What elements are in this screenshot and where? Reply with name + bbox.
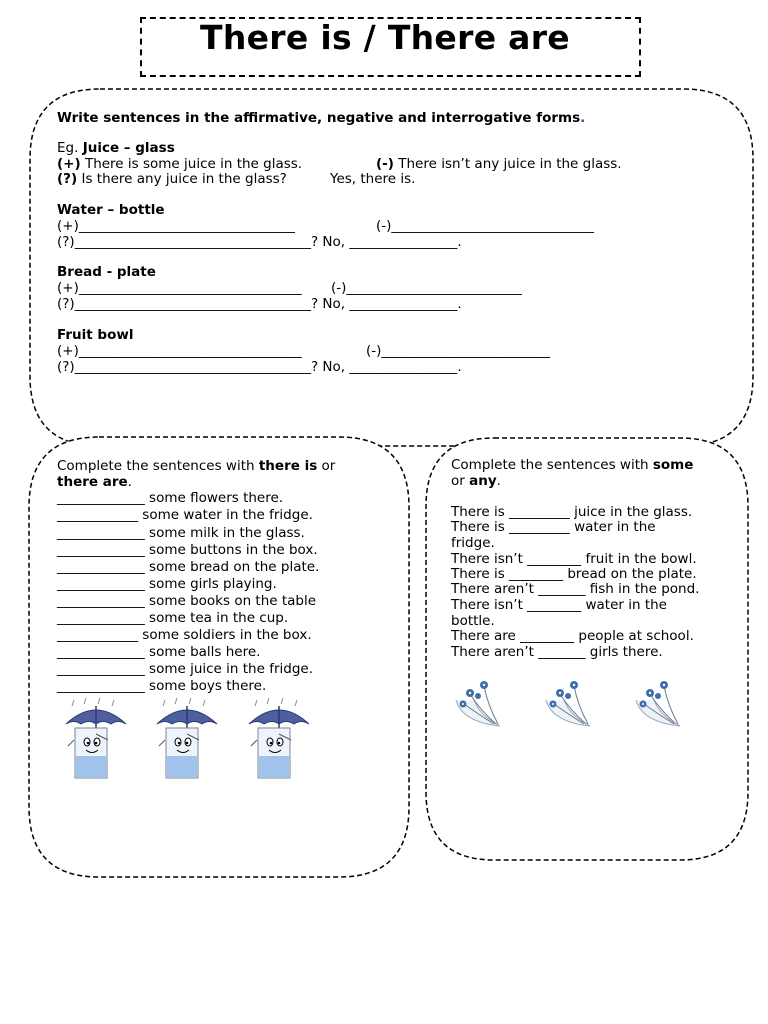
section3-instruction-cont: or any. [451, 473, 501, 489]
sentence-line[interactable]: _____________ some tea in the cup. [57, 610, 289, 626]
sentence-line[interactable]: _____________ some books on the table [57, 593, 317, 609]
sentence-line[interactable]: _____________ some girls playing. [57, 576, 277, 592]
sentence-line[interactable]: There aren’t _______ girls there. [451, 644, 663, 660]
affirmative-blank[interactable]: (+)_________________________________ [57, 343, 302, 359]
item-heading: Water – bottle [57, 202, 165, 218]
question-blank[interactable]: (?)___________________________________? No, ________________. [57, 296, 462, 312]
sentence-line[interactable]: There is _________ juice in the glass. [451, 504, 693, 520]
example-question: (?) Is there any juice in the glass? [57, 171, 287, 187]
negative-blank[interactable]: (-)_________________________ [366, 343, 551, 359]
sentence-line[interactable]: _____________ some boys there. [57, 678, 267, 694]
sentence-line[interactable]: There aren’t _______ fish in the pond. [451, 581, 700, 597]
sentence-line[interactable]: _____________ some buttons in the box. [57, 542, 318, 558]
section2-instruction-cont: there are. [57, 474, 132, 490]
umbrella-glass-illustration [243, 698, 315, 784]
sentence-line[interactable]: ____________ some water in the fridge. [57, 507, 313, 523]
sentence-line[interactable]: There is _________ water in the [451, 519, 656, 535]
example-heading: Eg. Juice – glass [57, 140, 175, 156]
sentence-line[interactable]: There isn’t ________ water in the [451, 597, 667, 613]
negative-blank[interactable]: (-)__________________________ [331, 280, 522, 296]
negative-blank[interactable]: (-)______________________________ [376, 218, 594, 234]
flower-bouquet-illustration [450, 676, 508, 730]
sentence-line[interactable]: There are ________ people at school. [451, 628, 694, 644]
section1-instruction: Write sentences in the affirmative, negative and interrogative forms. [57, 110, 586, 126]
section2-instruction: Complete the sentences with there is or [57, 458, 336, 474]
affirmative-blank[interactable]: (+)________________________________ [57, 218, 295, 234]
example-negative: (-) There isn’t any juice in the glass. [376, 156, 622, 172]
sentence-line[interactable]: There is ________ bread on the plate. [451, 566, 697, 582]
umbrella-glass-illustration [151, 698, 223, 784]
sentence-line[interactable]: ____________ some soldiers in the box. [57, 627, 312, 643]
sentence-line[interactable]: There isn’t ________ fruit in the bowl. [451, 551, 697, 567]
question-blank[interactable]: (?)___________________________________? No, ________________. [57, 359, 462, 375]
question-blank[interactable]: (?)___________________________________? No, ________________. [57, 234, 462, 250]
sentence-line[interactable]: _____________ some balls here. [57, 644, 261, 660]
example-affirmative: (+) There is some juice in the glass. [57, 156, 303, 172]
sentence-line-cont: fridge. [451, 535, 495, 551]
item-heading: Bread - plate [57, 264, 156, 280]
page-title: There is / There are [200, 18, 570, 57]
example-answer: Yes, there is. [330, 171, 416, 187]
section3-instruction: Complete the sentences with some [451, 457, 694, 473]
flower-bouquet-illustration [630, 676, 688, 730]
flower-bouquet-illustration [540, 676, 598, 730]
sentence-line[interactable]: _____________ some bread on the plate. [57, 559, 320, 575]
sentence-line[interactable]: _____________ some milk in the glass. [57, 525, 305, 541]
affirmative-blank[interactable]: (+)_________________________________ [57, 280, 302, 296]
sentence-line[interactable]: _____________ some juice in the fridge. [57, 661, 313, 677]
sentence-line[interactable]: _____________ some flowers there. [57, 490, 284, 506]
sentence-line-cont: bottle. [451, 613, 495, 629]
item-heading: Fruit bowl [57, 327, 134, 343]
umbrella-glass-illustration [60, 698, 132, 784]
